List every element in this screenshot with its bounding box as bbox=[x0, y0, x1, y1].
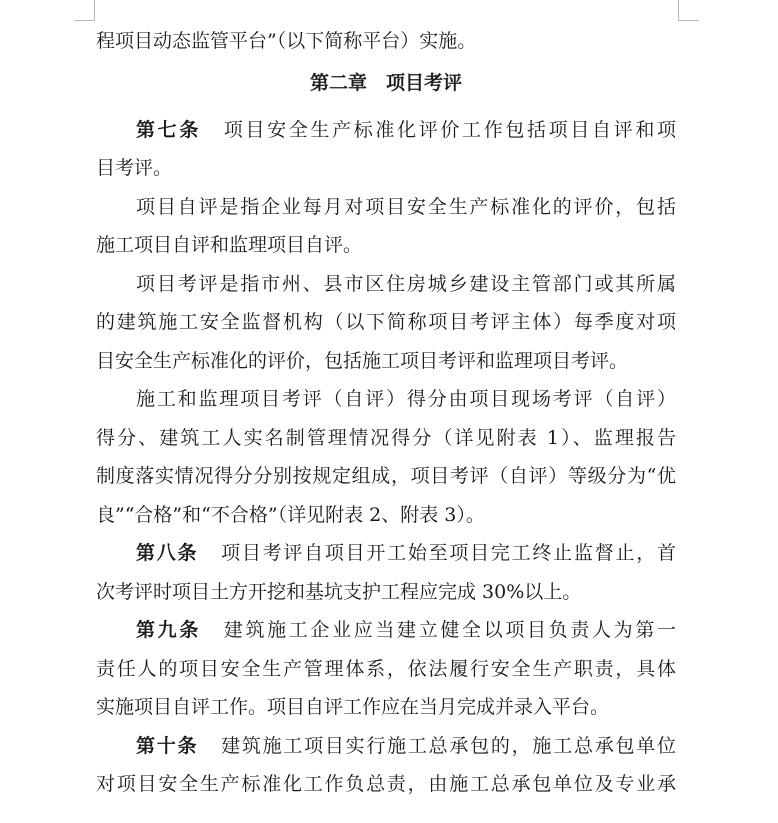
article-text: 项目考评自项目开工始至项目完工终止监督止，首 bbox=[221, 542, 676, 564]
text-line: 良”“合格”和“不合格”（详见附表 2、附表 3）。 bbox=[96, 503, 485, 526]
text-line: 责任人的项目安全生产管理体系，依法履行安全生产职责，具体 bbox=[96, 657, 676, 680]
article-text: 建筑施工企业应当建立健全以项目负责人为第一 bbox=[223, 619, 676, 641]
text-line: 程项目动态监管平台”（以下简称平台）实施。 bbox=[96, 30, 477, 52]
article-text: 项目安全生产标准化评价工作包括项目自评和项 bbox=[223, 118, 676, 141]
article-number: 第七条 bbox=[136, 118, 201, 141]
article-ten-line bbox=[96, 727, 676, 766]
text-line: 施工和监理项目考评（自评）得分由项目现场考评（自评） bbox=[136, 388, 676, 410]
text-line: 目安全生产标准化的评价，包括施工项目考评和监理项目考评。 bbox=[96, 349, 629, 372]
article-eight-line bbox=[96, 534, 676, 573]
text-line: 制度落实情况得分分别按规定组成，项目考评（自评）等级分为“优 bbox=[96, 465, 676, 487]
article-text: 建筑施工项目实行施工总承包的，施工总承包单位 bbox=[221, 734, 676, 757]
text-line: 次考评时项目土方开挖和基坑支护工程应完成 30%以上。 bbox=[96, 580, 582, 603]
text-line: 施工项目自评和监理项目自评。 bbox=[96, 234, 363, 256]
text-line: 得分、建筑工人实名制管理情况得分（详见附表 1）、监理报告 bbox=[96, 426, 676, 449]
article-number: 第九条 bbox=[136, 619, 201, 641]
text-line: 项目考评是指市州、县市区住房城乡建设主管部门或其所属 bbox=[136, 272, 676, 295]
document-body bbox=[96, 22, 676, 804]
page-corner-mark-left bbox=[74, 0, 95, 21]
chapter-title: 第二章 项目考评 bbox=[309, 71, 462, 94]
text-line: 项目自评是指企业每月对项目安全生产标准化的评价，包括 bbox=[136, 195, 676, 218]
article-seven-line bbox=[96, 111, 676, 150]
article-number: 第八条 bbox=[136, 542, 199, 564]
text-line: 实施项目自评工作。项目自评工作应在当月完成并录入平台。 bbox=[96, 696, 610, 718]
article-nine-line bbox=[96, 611, 676, 650]
text-line: 目考评。 bbox=[96, 157, 173, 179]
article-number: 第十条 bbox=[136, 734, 199, 757]
text-line: 的建筑施工安全监督机构（以下简称项目考评主体）每季度对项 bbox=[96, 311, 676, 333]
text-line: 对项目安全生产标准化工作负总责，由施工总承包单位及专业承 bbox=[96, 773, 676, 795]
page-corner-mark-right bbox=[678, 0, 699, 21]
